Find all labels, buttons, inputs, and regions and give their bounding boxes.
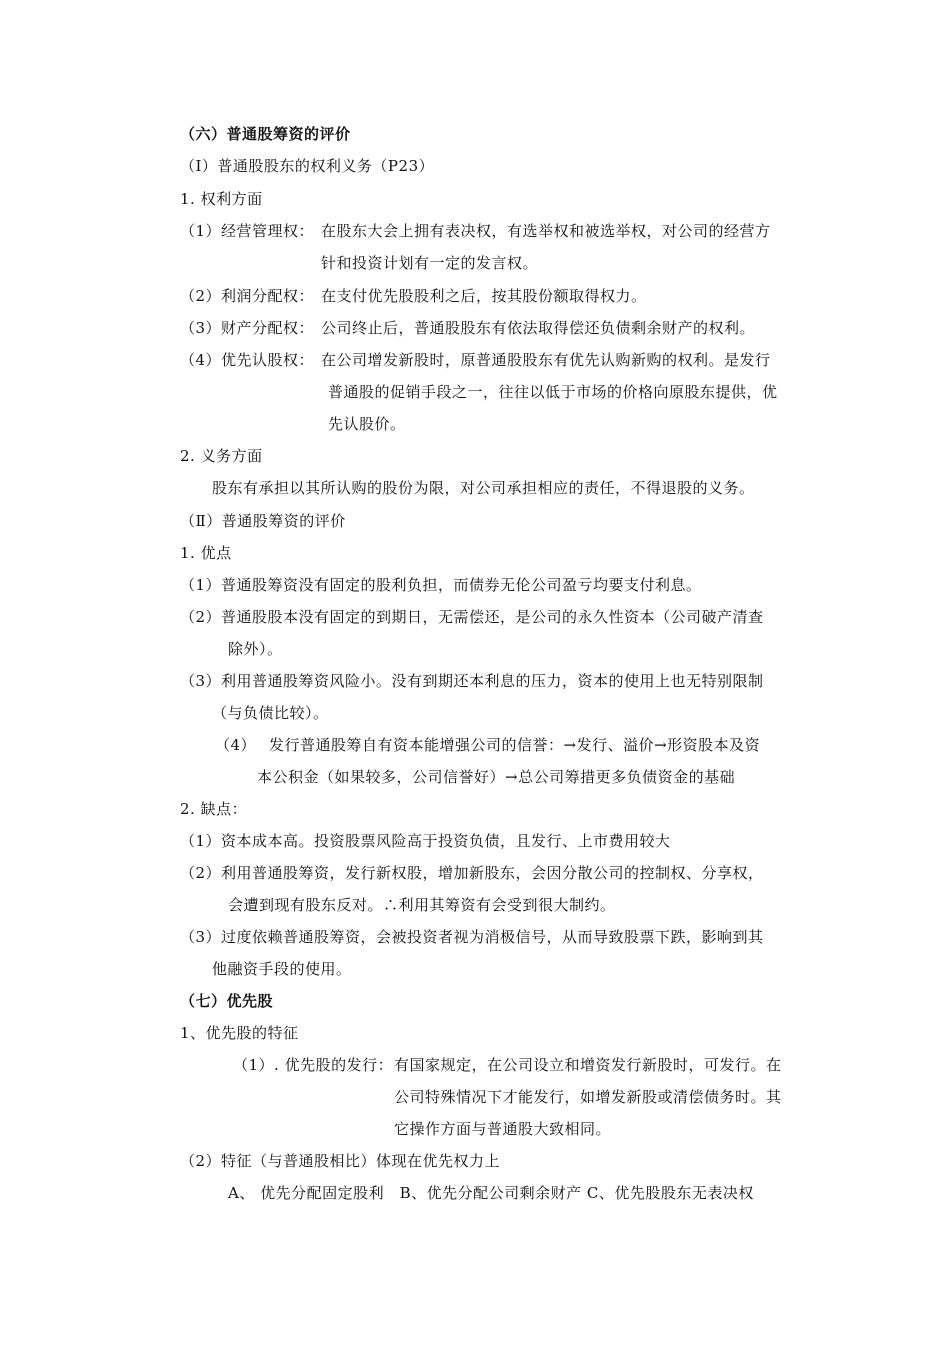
preferred-issue-line-3: 它操作方面与普通股大致相同。	[394, 1120, 612, 1138]
advantages-title: 1. 优点	[180, 544, 232, 562]
subsection-heading-evaluation: （Ⅱ）普通股筹资的评价	[180, 512, 346, 530]
advantage-3-line-2: （与负债比较）。	[212, 704, 329, 722]
advantage-4-label: （4）	[215, 736, 257, 754]
right-1-line-1: 在股东大会上拥有表决权，有选举权和被选举权，对公司的经营方	[321, 222, 771, 240]
advantage-4-line-2: 本公积金（如果较多，公司信誉好）→总公司筹措更多负债资金的基础	[257, 768, 736, 786]
right-3-label: （3）财产分配权：	[180, 319, 315, 337]
disadvantage-2-line-2: 会遭到现有股东反对。∴利用其筹资有会受到很大制约。	[228, 896, 616, 914]
right-1-label: （1）经营管理权：	[180, 222, 315, 240]
advantage-1: （1）普通股筹资没有固定的股利负担，而债券无伦公司盈亏均要支付利息。	[180, 576, 702, 594]
rights-title: 1. 权利方面	[180, 190, 263, 208]
right-3-line-1: 公司终止后，普通股股东有依法取得偿还负债剩余财产的权利。	[321, 319, 756, 337]
disadvantage-1: （1）资本成本高。投资股票风险高于投资负债，且发行、上市费用较大	[180, 832, 671, 850]
preferred-priority-items: A、 优先分配固定股利 B、优先分配公司剩余财产 C、优先股股东无表决权	[228, 1184, 754, 1202]
preferred-issue-line-1: 有国家规定，在公司设立和增资发行新股时，可发行。在	[394, 1056, 782, 1074]
right-2-label: （2）利润分配权：	[180, 287, 315, 305]
advantage-3-line-1: （3）利用普通股筹资风险小。没有到期还本利息的压力，资本的使用上也无特别限制	[180, 672, 764, 690]
right-1-line-2: 针和投资计划有一定的发言权。	[321, 254, 539, 272]
disadvantage-3-line-1: （3）过度依赖普通股筹资，会被投资者视为消极信号，从而导致股票下跌，影响到其	[180, 928, 764, 946]
preferred-features-title: 1、优先股的特征	[180, 1024, 299, 1042]
disadvantages-title: 2. 缺点：	[180, 800, 248, 818]
section-heading-six: （六）普通股筹资的评价	[180, 125, 351, 143]
duty-text: 股东有承担以其所认购的股份为限，对公司承担相应的责任，不得退股的义务。	[212, 479, 755, 497]
preferred-feature-2: （2）特征（与普通股相比）体现在优先权力上	[180, 1152, 501, 1170]
advantage-4-line-1: 发行普通股筹自有资本能增强公司的信誉：→发行、溢价→形资股本及资	[269, 736, 761, 754]
subsection-heading-rights-duties: （Ⅰ）普通股股东的权利义务（P23）	[180, 157, 435, 175]
right-4-line-1: 在公司增发新股时，原普通股股东有优先认购新购的权利。是发行	[321, 351, 771, 369]
right-4-line-2: 普通股的促销手段之一，往往以低于市场的价格向原股东提供，优	[328, 383, 778, 401]
advantage-2-line-1: （2）普通股股本没有固定的到期日，无需偿还，是公司的永久性资本（公司破产清查	[180, 608, 764, 626]
duty-title: 2. 义务方面	[180, 447, 263, 465]
disadvantage-3-line-2: 他融资手段的使用。	[212, 960, 352, 978]
preferred-issue-label: （1）. 优先股的发行：	[233, 1056, 394, 1074]
disadvantage-2-line-1: （2）利用普通股筹资，发行新权股，增加新股东，会因分散公司的控制权、分享权，	[180, 864, 764, 882]
right-2-line-1: 在支付优先股股利之后，按其股份额取得权力。	[321, 287, 647, 305]
right-4-label: （4）优先认股权：	[180, 351, 315, 369]
advantage-2-line-2: 除外）。	[228, 640, 283, 658]
section-heading-seven: （七）优先股	[180, 992, 274, 1010]
preferred-issue-line-2: 公司特殊情况下才能发行，如增发新股或清偿债务时。其	[394, 1088, 782, 1106]
right-4-line-3: 先认股价。	[328, 415, 406, 433]
